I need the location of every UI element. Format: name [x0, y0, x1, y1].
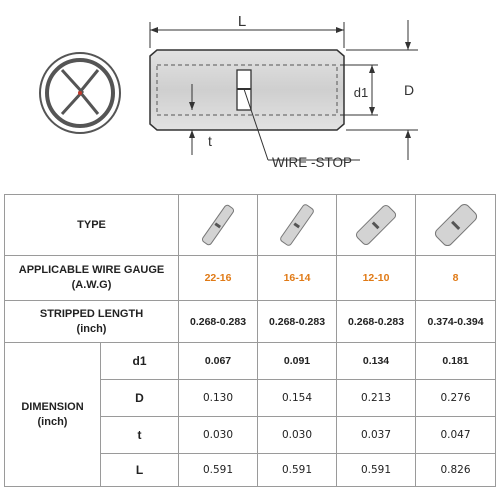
dimension-name: L [101, 454, 179, 487]
stripped-length-label [5, 301, 179, 343]
connector-icon [269, 201, 325, 249]
inner-diameter-label: d1 [353, 85, 369, 100]
wire-gauge-row [5, 256, 496, 301]
wire-gauge-label-line1: APPLICABLE WIRE GAUGE [18, 264, 165, 276]
thickness-label: t [208, 133, 212, 149]
connector-image-4 [416, 195, 496, 256]
dimension-label-line1: DIMENSION [21, 400, 84, 413]
dimension-value: 0.154 [258, 380, 337, 417]
inner-diameter-dimension [340, 65, 378, 115]
connector-icon [190, 201, 246, 249]
dimension-value: 0.591 [258, 454, 337, 487]
stripped-length-value: 0.268-0.283 [258, 301, 337, 343]
connector-image-3 [337, 195, 416, 256]
wire-gauge-label-line2: (A.W.G) [71, 279, 112, 291]
dimension-value: 0.591 [179, 454, 258, 487]
connector-image-2 [258, 195, 337, 256]
dimension-value: 0.591 [337, 454, 416, 487]
dimension-name: d1 [101, 343, 179, 380]
connector-icon [428, 201, 484, 249]
dimension-value: 0.067 [179, 343, 258, 380]
stripped-length-label-line2: (inch) [76, 322, 107, 335]
length-dimension [150, 13, 344, 48]
wire-stop-label: WIRE -STOP [272, 155, 353, 170]
dimension-row-d1 [5, 343, 496, 380]
end-view-circle [40, 53, 120, 133]
gauge-value: 12-10 [337, 256, 416, 301]
dimension-name: D [101, 380, 179, 417]
dimension-value: 0.130 [179, 380, 258, 417]
stripped-length-value: 0.374-0.394 [416, 301, 496, 343]
outer-diameter-label: D [403, 82, 415, 98]
stripped-length-label-line1: STRIPPED LENGTH [39, 307, 144, 320]
gauge-value: 16-14 [258, 256, 337, 301]
wire-gauge-label [5, 256, 179, 301]
gauge-value: 8 [416, 256, 496, 301]
dimension-value: 0.030 [179, 417, 258, 454]
spec-table [4, 194, 496, 487]
stripped-length-value: 0.268-0.283 [337, 301, 416, 343]
gauge-value: 22-16 [179, 256, 258, 301]
dimension-value: 0.826 [416, 454, 496, 487]
side-view-connector [150, 50, 344, 130]
type-row [5, 195, 496, 256]
stripped-length-value: 0.268-0.283 [179, 301, 258, 343]
technical-drawing [0, 0, 500, 192]
connector-icon [348, 201, 404, 249]
type-label: TYPE [5, 195, 179, 256]
dimension-name: t [101, 417, 179, 454]
dimension-label [5, 343, 101, 487]
dimension-value: 0.047 [416, 417, 496, 454]
dimension-label-line2: (inch) [37, 415, 68, 428]
dimension-value: 0.276 [416, 380, 496, 417]
length-label: L [237, 13, 247, 30]
dimension-value: 0.213 [337, 380, 416, 417]
dimension-value: 0.030 [258, 417, 337, 454]
dimension-value: 0.134 [337, 343, 416, 380]
dimension-value: 0.091 [258, 343, 337, 380]
dimension-value: 0.181 [416, 343, 496, 380]
stripped-length-row [5, 301, 496, 343]
dimension-value: 0.037 [337, 417, 416, 454]
connector-image-1 [179, 195, 258, 256]
